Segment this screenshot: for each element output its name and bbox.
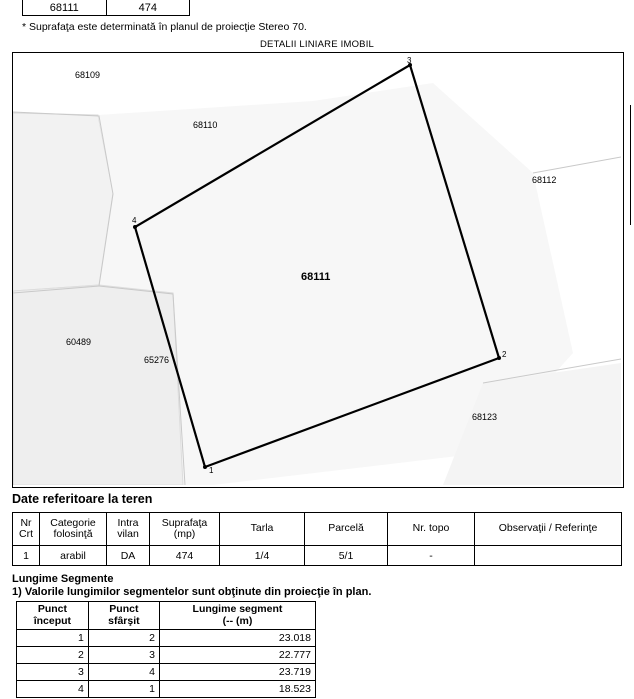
- projection-note: * Suprafaţa este determinată în planul de proiecţie Stereo 70.: [22, 21, 307, 33]
- vertex-label-4: 4: [132, 216, 137, 225]
- td-length: 23.018: [159, 630, 315, 647]
- table-row: [17, 630, 316, 647]
- th-lungime-line2: (-- (m): [222, 614, 253, 627]
- td-parcela: 5/1: [305, 546, 388, 566]
- map-parcel-label-68109: 68109: [75, 70, 101, 80]
- top-cell-area: 474: [106, 0, 189, 16]
- th-tarla: Tarla: [220, 513, 305, 546]
- th-nr-line1: Nr Crt: [19, 516, 33, 540]
- th-observatii: Observaţii / Referinţe: [475, 513, 622, 546]
- th-nr-topo: Nr. topo: [388, 513, 475, 546]
- th-parcela: Parcelă: [305, 513, 388, 546]
- th-punct-sfarsit-line2: sfârşit: [108, 614, 140, 627]
- map-title: DETALII LINIARE IMOBIL: [259, 39, 375, 50]
- map-parcel-label-60489: 60489: [66, 337, 92, 347]
- th-punct-inceput: [17, 602, 89, 630]
- td-start: 4: [17, 681, 89, 698]
- td-intravilan: DA: [107, 546, 150, 566]
- cadastral-map: [12, 52, 624, 488]
- td-end: 2: [88, 630, 159, 647]
- table-header-row: [13, 513, 622, 546]
- table-header-row: [17, 602, 316, 630]
- th-nr-crt: [13, 513, 40, 546]
- td-categorie: arabil: [40, 546, 107, 566]
- top-cell-parcel: 68111: [23, 0, 107, 16]
- th-intravilan: Intra vilan: [107, 513, 150, 546]
- th-lungime-line1: Lungime segment: [192, 603, 283, 616]
- page-edge-line: [630, 105, 634, 225]
- teren-section-title: Date referitoare la teren: [12, 492, 153, 506]
- table-row: [13, 546, 622, 566]
- td-length: 23.719: [159, 664, 315, 681]
- vertex-label-1: 1: [209, 466, 214, 475]
- map-parcel-label-68112: 68112: [532, 175, 557, 185]
- th-categorie: Categorie folosinţă: [40, 513, 107, 546]
- td-suprafata: 474: [150, 546, 220, 566]
- th-punct-sfarsit: [88, 602, 159, 630]
- th-punct-inceput-line1: Punct: [37, 603, 67, 616]
- lungime-section-title: Lungime Segmente: [12, 573, 114, 585]
- map-parcel-label-68123: 68123: [472, 412, 498, 422]
- vertex-label-2: 2: [502, 350, 507, 359]
- teren-table: [12, 512, 622, 566]
- segments-table: [16, 601, 316, 698]
- table-row: [17, 647, 316, 664]
- th-suprafata: Suprafaţa (mp): [150, 513, 220, 546]
- td-tarla: 1/4: [220, 546, 305, 566]
- td-length: 18.523: [159, 681, 315, 698]
- td-nr-crt: 1: [13, 546, 40, 566]
- map-parcel-label-65276: 65276: [144, 355, 170, 365]
- td-start: 3: [17, 664, 89, 681]
- td-end: 4: [88, 664, 159, 681]
- td-nr-topo: -: [388, 546, 475, 566]
- table-row: [23, 0, 190, 16]
- td-start: 1: [17, 630, 89, 647]
- table-row: [17, 681, 316, 698]
- top-summary-table: [22, 0, 190, 16]
- table-row: [17, 664, 316, 681]
- th-lungime-segment: [159, 602, 315, 630]
- td-observatii: [475, 546, 622, 566]
- td-start: 2: [17, 647, 89, 664]
- th-punct-inceput-line2: început: [33, 614, 72, 627]
- map-parcel-label-main: 68111: [301, 271, 331, 283]
- map-drawing: [13, 53, 621, 485]
- td-end: 1: [88, 681, 159, 698]
- td-length: 22.777: [159, 647, 315, 664]
- th-punct-sfarsit-line1: Punct: [109, 603, 139, 616]
- td-end: 3: [88, 647, 159, 664]
- lungime-section-note: 1) Valorile lungimilor segmentelor sunt obţinute din proiecţie în plan.: [12, 586, 372, 598]
- vertex-label-3: 3: [407, 56, 412, 65]
- map-parcel-label-68110: 68110: [193, 120, 218, 130]
